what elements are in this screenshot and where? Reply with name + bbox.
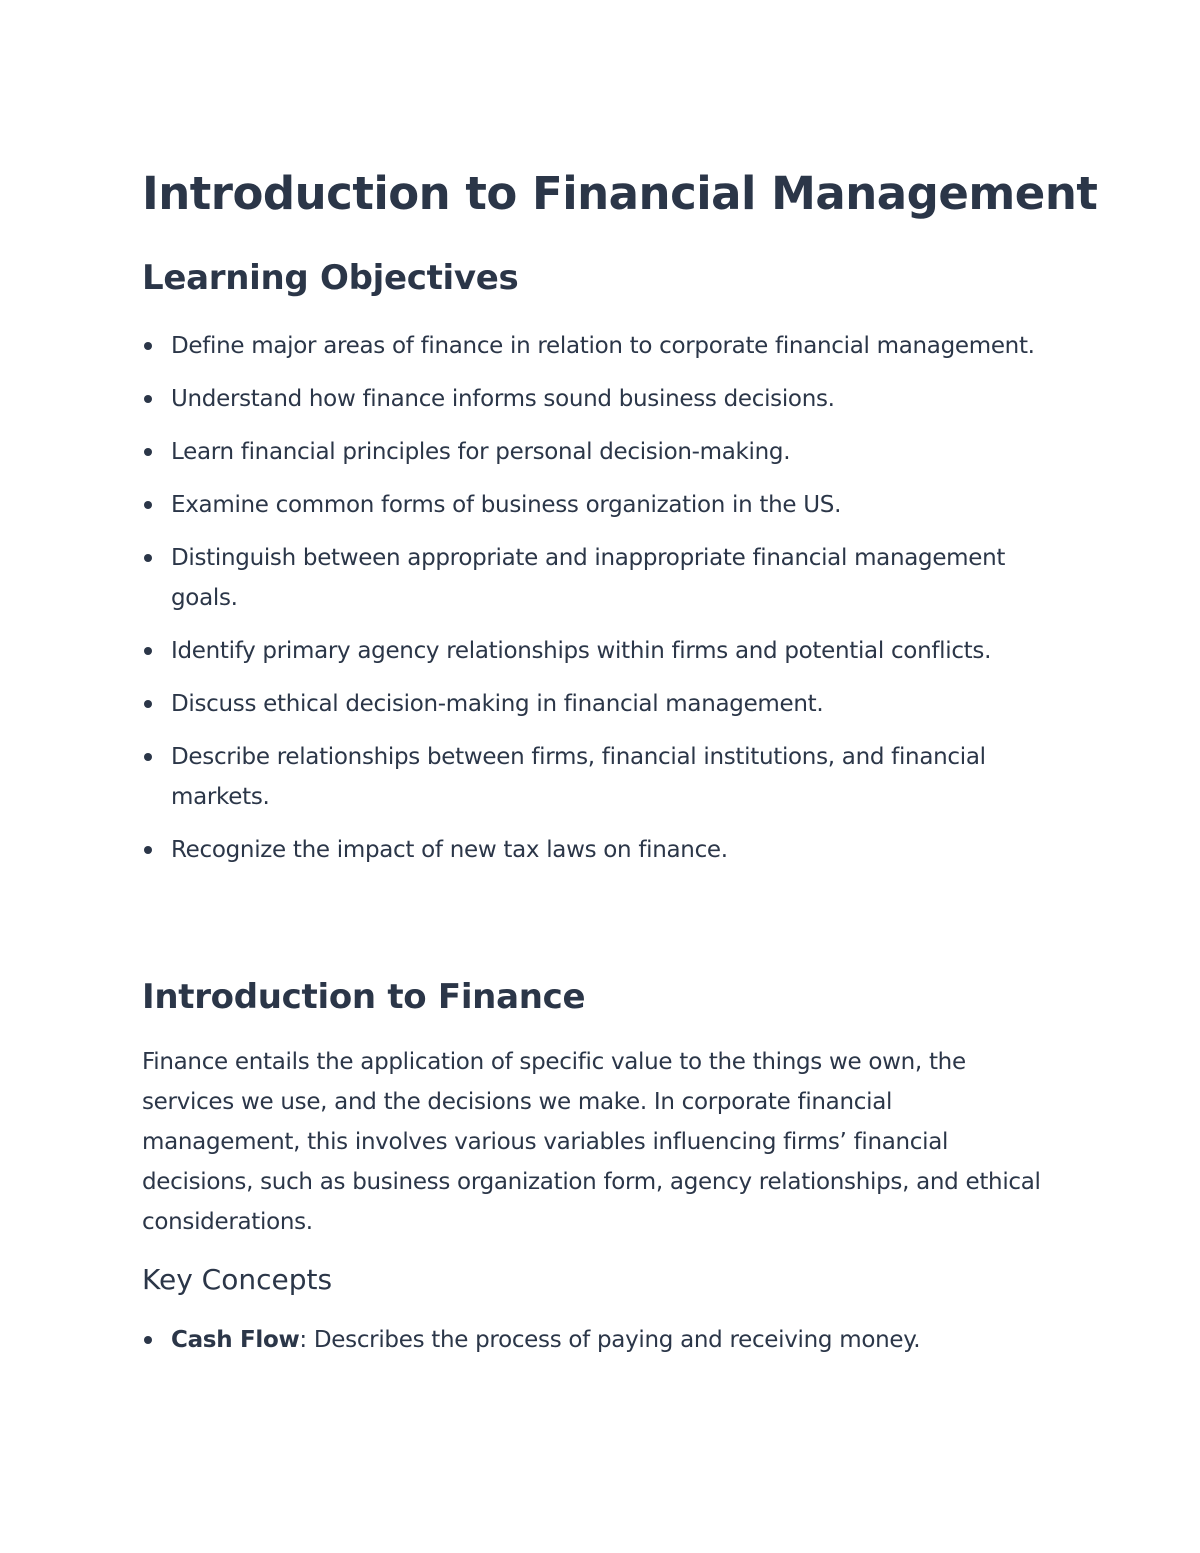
list-item-text: Describe relationships between firms, financial institutions, and financial markets. xyxy=(171,744,986,810)
concept-term: Cash Flow xyxy=(171,1327,300,1353)
bullet-icon xyxy=(144,448,152,456)
learning-objectives-section xyxy=(142,256,1062,863)
list-item-text: Identify primary agency relationships within firms and potential conflicts. xyxy=(171,638,992,664)
list-item xyxy=(142,326,1062,366)
list-item xyxy=(142,1320,1062,1360)
list-item-text: Define major areas of finance in relation to corporate financial management. xyxy=(171,333,1035,359)
list-item xyxy=(142,379,1062,419)
bullet-icon xyxy=(144,753,152,761)
list-item xyxy=(142,485,1062,525)
list-item-text: Recognize the impact of new tax laws on finance. xyxy=(171,837,728,863)
bullet-icon xyxy=(144,846,152,854)
list-item-text: Learn financial principles for personal decision-making. xyxy=(171,439,791,465)
bullet-icon xyxy=(144,647,152,655)
list-item-text: Discuss ethical decision-making in financial management. xyxy=(171,691,824,717)
list-item xyxy=(142,432,1062,472)
bullet-icon xyxy=(144,1336,152,1344)
list-item xyxy=(142,538,1062,618)
list-item xyxy=(142,737,1062,817)
learning-objectives-heading: Learning Objectives xyxy=(142,258,519,298)
document-title: Introduction to Financial Management xyxy=(142,167,1098,220)
list-item xyxy=(142,830,1062,870)
bullet-icon xyxy=(144,554,152,562)
key-concepts-heading: Key Concepts xyxy=(142,1263,333,1296)
list-item-text: Understand how finance informs sound business decisions. xyxy=(171,386,835,412)
concept-definition: : Describes the process of paying and receiving money. xyxy=(299,1327,921,1353)
list-item xyxy=(142,684,1062,724)
learning-objectives-list xyxy=(142,326,1062,883)
intro-paragraph: Finance entails the application of specific value to the things we own, the services we use, and the decisions we make. In corporate financial management, this involves various variables influencing firms’ financial decisions, such as business organization form, agency relationships, and ethical considerations. xyxy=(142,1049,1041,1235)
bullet-icon xyxy=(144,342,152,350)
list-item-text: Examine common forms of business organization in the US. xyxy=(171,492,842,518)
list-item-text: Distinguish between appropriate and inappropriate financial management goals. xyxy=(171,545,1006,611)
key-concepts-list xyxy=(142,1320,1062,1373)
intro-to-finance-heading: Introduction to Finance xyxy=(142,977,586,1017)
intro-to-finance-section xyxy=(142,975,1062,1235)
bullet-icon xyxy=(144,395,152,403)
bullet-icon xyxy=(144,501,152,509)
bullet-icon xyxy=(144,700,152,708)
list-item xyxy=(142,631,1062,671)
